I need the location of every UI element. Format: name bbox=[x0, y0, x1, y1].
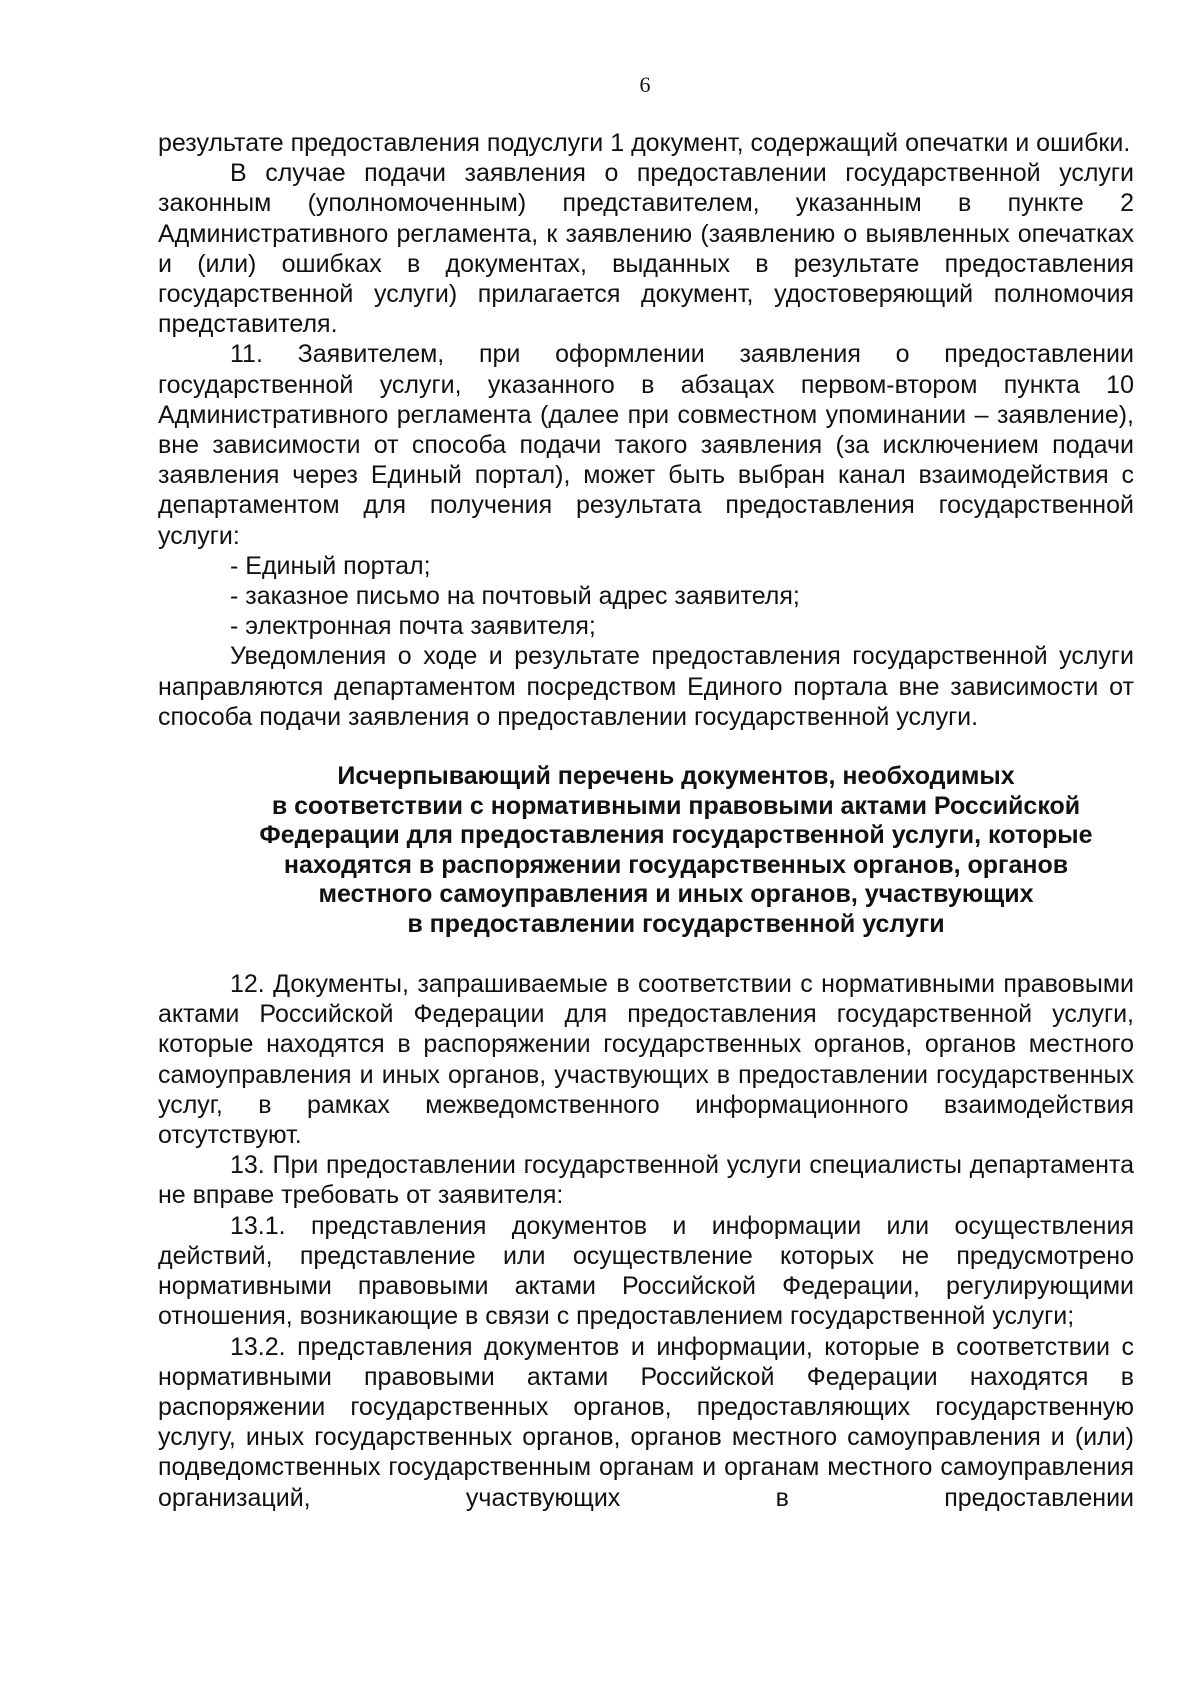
page-number: 6 bbox=[639, 72, 651, 97]
paragraph: 12. Документы, запрашиваемые в соответствии с нормативными правовыми актами Российской Федерации для предоставления государственной услуги, которые находятся в распоряжении государственных органов, органов местного самоуправления и иных органов, участвующих в предоставлении государственных услуг, в рамках межведомственного информационного взаимодействия отсутствуют. bbox=[158, 970, 1134, 1150]
section-heading bbox=[158, 762, 1134, 939]
top-section bbox=[158, 128, 1134, 732]
heading-line: местного самоуправления и иных органов, участвующих bbox=[318, 880, 1034, 909]
document-body bbox=[158, 128, 1134, 1513]
bottom-section bbox=[158, 969, 1134, 1513]
list-item: - Единый портал; bbox=[230, 551, 431, 580]
heading-line: находятся в распоряжении государственных органов, органов bbox=[283, 850, 1069, 879]
paragraph: Уведомления о ходе и результате предоставления государственной услуги направляются департаментом посредством Единого портала вне зависимости от способа подачи заявления о предоставлении государственной услуги. bbox=[158, 642, 1134, 731]
heading-line: в предоставлении государственной услуги bbox=[407, 909, 945, 938]
paragraph: 13.2. представления документов и информации, которые в соответствии с нормативными правовыми актами Российской Федерации находятся в распоряжении государственных органов, предоставляющих государственную услугу, иных государственных органов, органов местного самоуправления и (или) подведомственных государственным органам и органам местного самоуправления организаций, участвующих в предоставлении bbox=[158, 1332, 1134, 1512]
paragraph: В случае подачи заявления о предоставлении государственной услуги законным (уполномоченным) представителем, указанным в пункте 2 Административного регламента, к заявлению (заявлению о выявленных опечатках и (или) ошибках в документах, выданных в результате предоставления государственной услуги) прилагается документ, удостоверяющий полномочия представителя. bbox=[158, 159, 1134, 339]
heading-line: Исчерпывающий перечень документов, необходимых bbox=[337, 762, 1015, 791]
heading-line: в соответствии с нормативными правовыми актами Российской bbox=[271, 791, 1081, 820]
heading-line: Федерации для предоставления государственной услуги, которые bbox=[259, 821, 1093, 850]
paragraph: 13.1. представления документов и информации или осуществления действий, представление или осуществление которых не предусмотрено нормативными правовыми актами Российской Федерации, регулирующими отношения, возникающие в связи с предоставлением государственной услуги; bbox=[158, 1211, 1134, 1331]
paragraph: 13. При предоставлении государственной услуги специалисты департамента не вправе требовать от заявителя: bbox=[158, 1151, 1134, 1210]
paragraph: результате предоставления подуслуги 1 документ, содержащий опечатки и ошибки. bbox=[158, 129, 1131, 157]
list-item: - заказное письмо на почтовый адрес заявителя; bbox=[230, 582, 800, 611]
paragraph: 11. Заявителем, при оформлении заявления о предоставлении государственной услуги, указанного в абзацах первом-втором пункта 10 Административного регламента (далее при совместном упоминании – заявление), вне зависимости от способа подачи такого заявления (за исключением подачи заявления через Единый портал), может быть выбран канал взаимодействия с департаментом для получения результата предоставления государственной услуги: bbox=[158, 340, 1134, 550]
list-item: - электронная почта заявителя; bbox=[230, 612, 596, 641]
